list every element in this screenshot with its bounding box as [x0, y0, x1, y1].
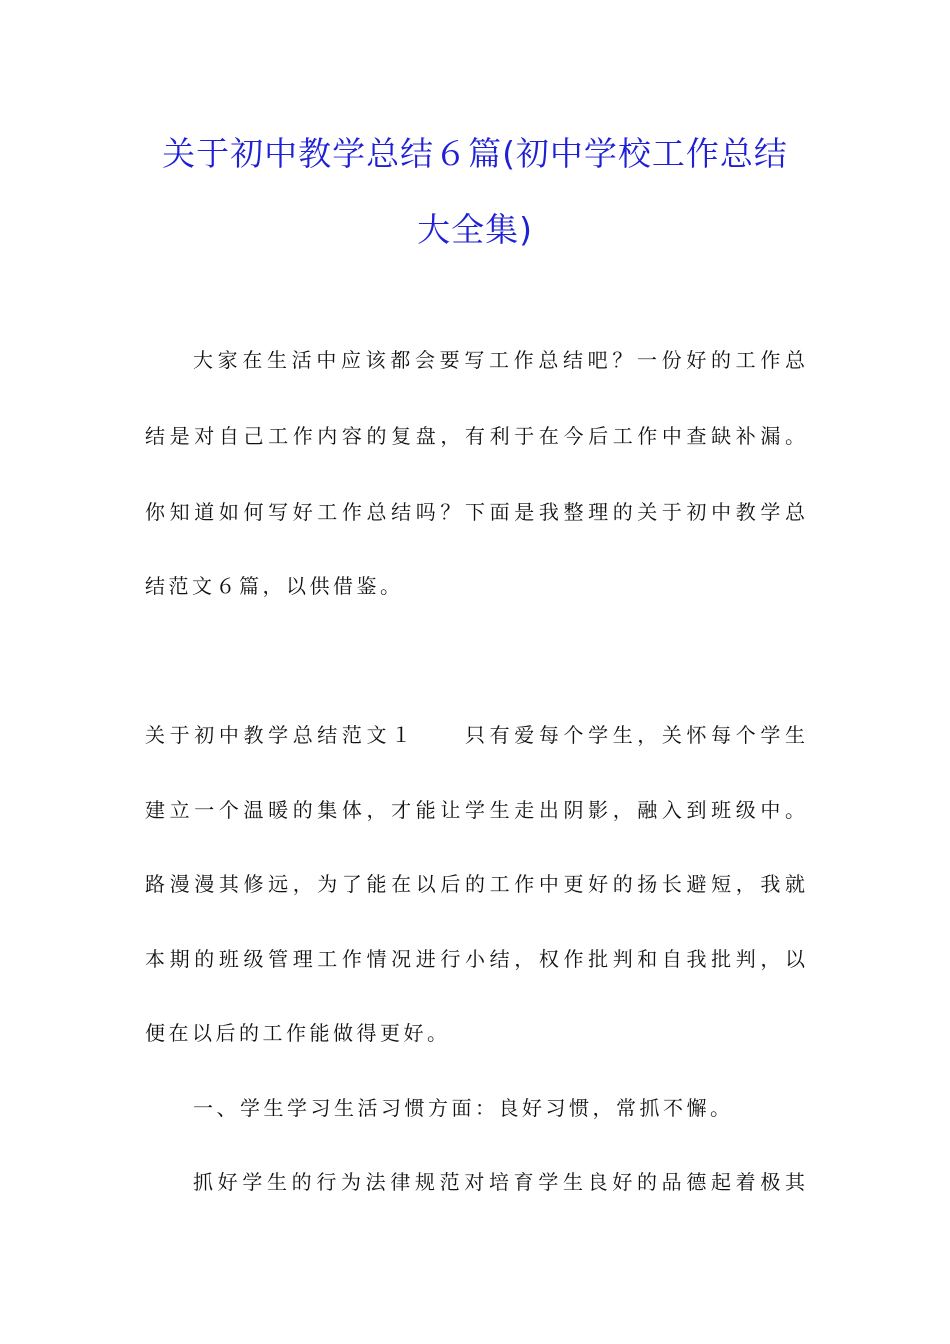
intro-line-1: 大家在生活中应该都会要写工作总结吧？一份好的工作总 [193, 348, 805, 372]
document-title-line-1: 关于初中教学总结６篇(初中学校工作总结 [162, 134, 788, 173]
paragraph-line: 抓好学生的行为法律规范对培育学生良好的品德起着极其 [193, 1170, 805, 1194]
section1-line-1: 关于初中教学总结范文１ 只有爱每个学生，关怀每个学生 [145, 723, 805, 747]
section1-line-4: 本期的班级管理工作情况进行小结，权作批判和自我批判，以 [145, 947, 805, 971]
section-heading-1: 一、学生学习生活习惯方面：良好习惯，常抓不懈。 [193, 1096, 734, 1120]
intro-line-4: 结范文６篇，以供借鉴。 [145, 574, 404, 598]
section1-line-2: 建立一个温暖的集体，才能让学生走出阴影，融入到班级中。 [145, 798, 805, 822]
intro-line-2: 结是对自己工作内容的复盘，有利于在今后工作中查缺补漏。 [145, 424, 805, 448]
section1-line-5: 便在以后的工作能做得更好。 [145, 1021, 451, 1045]
intro-line-3: 你知道如何写好工作总结吗？下面是我整理的关于初中教学总 [145, 500, 805, 524]
section1-line-3: 路漫漫其修远，为了能在以后的工作中更好的扬长避短，我就 [145, 872, 805, 896]
document-title-line-2: 大全集) [417, 210, 533, 249]
